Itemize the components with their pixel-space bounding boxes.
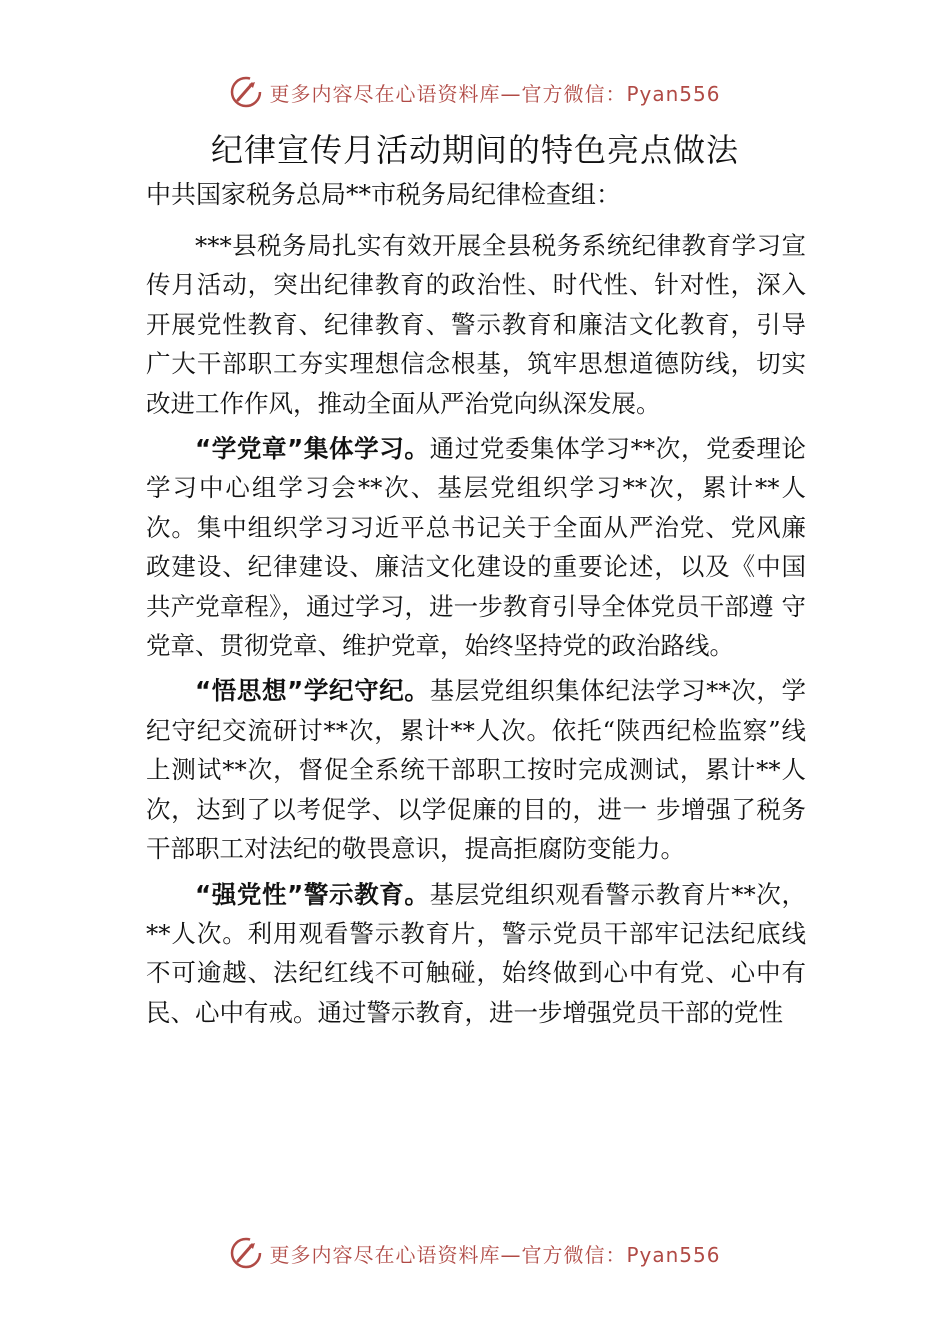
paragraph-text: 基层党组织观看警示教育片**次，**人次。利用观看警示教育片，警示党员干部牢记法纪底线不可逾越、法纪红线不可触碰，始终做到心中有党、心中有民、心中有戒。通过警示教育，进一步增强党员干部的党性 — [146, 879, 806, 1027]
paragraph-study-charter — [146, 429, 806, 665]
paragraph-lead-heading: “强党性”警示教育。 — [195, 879, 430, 909]
document-body — [146, 226, 806, 1038]
footer-watermark-text: 更多内容尽在心语资料库—官方微信：Pyan556 — [269, 1242, 721, 1267]
footer-watermark — [0, 1233, 950, 1273]
brand-logo-icon — [229, 75, 263, 109]
paragraph-text: 通过党委集体学习**次，党委理论学习中心组学习会**次、基层党组织学习**次，累计**人次。集中组织学习习近平总书记关于全面从严治党、党风廉政建设、纪律建设、廉洁文化建设的重要论述，以及《中国共产党章程》，通过学习，进一步教育引导全体党员干部遵 守党章、贯彻党章、维护党章，始终坚持党的政治路线。 — [146, 434, 806, 661]
paragraph-learn-discipline — [146, 671, 806, 868]
paragraph-lead-heading: “学党章”集体学习。 — [195, 434, 430, 464]
paragraph-text: 基层党组织集体纪法学习**次，学纪守纪交流研讨**次，累计**人次。依托“陕西纪检监察”线上测试**次，督促全系统干部职工按时完成测试，累计**人次，达到了以考促学、以学促廉的目的，进一 步增强了税务干部职工对法纪的敬畏意识，提高拒腐防变能力。 — [146, 676, 806, 864]
paragraph-warning-education — [146, 875, 806, 1033]
document-title: 纪律宣传月活动期间的特色亮点做法 — [210, 131, 739, 169]
paragraph-lead-heading: “悟思想”学纪守纪。 — [195, 676, 430, 706]
brand-logo-icon — [229, 1236, 263, 1270]
document-recipient: 中共国家税务总局**市税务局纪律检查组： — [146, 180, 622, 209]
header-watermark-text: 更多内容尽在心语资料库—官方微信：Pyan556 — [269, 81, 721, 106]
header-watermark — [0, 72, 950, 112]
paragraph-intro — [146, 226, 806, 423]
paragraph-text: ***县税务局扎实有效开展全县税务系统纪律教育学习宣传月活动，突出纪律教育的政治性、时代性、针对性，深入开展党性教育、纪律教育、警示教育和廉洁文化教育，引导广大干部职工夯实理想信念根基，筑牢思想道德防线，切实改进工作作风，推动全面从严治党向纵深发展。 — [146, 231, 806, 418]
